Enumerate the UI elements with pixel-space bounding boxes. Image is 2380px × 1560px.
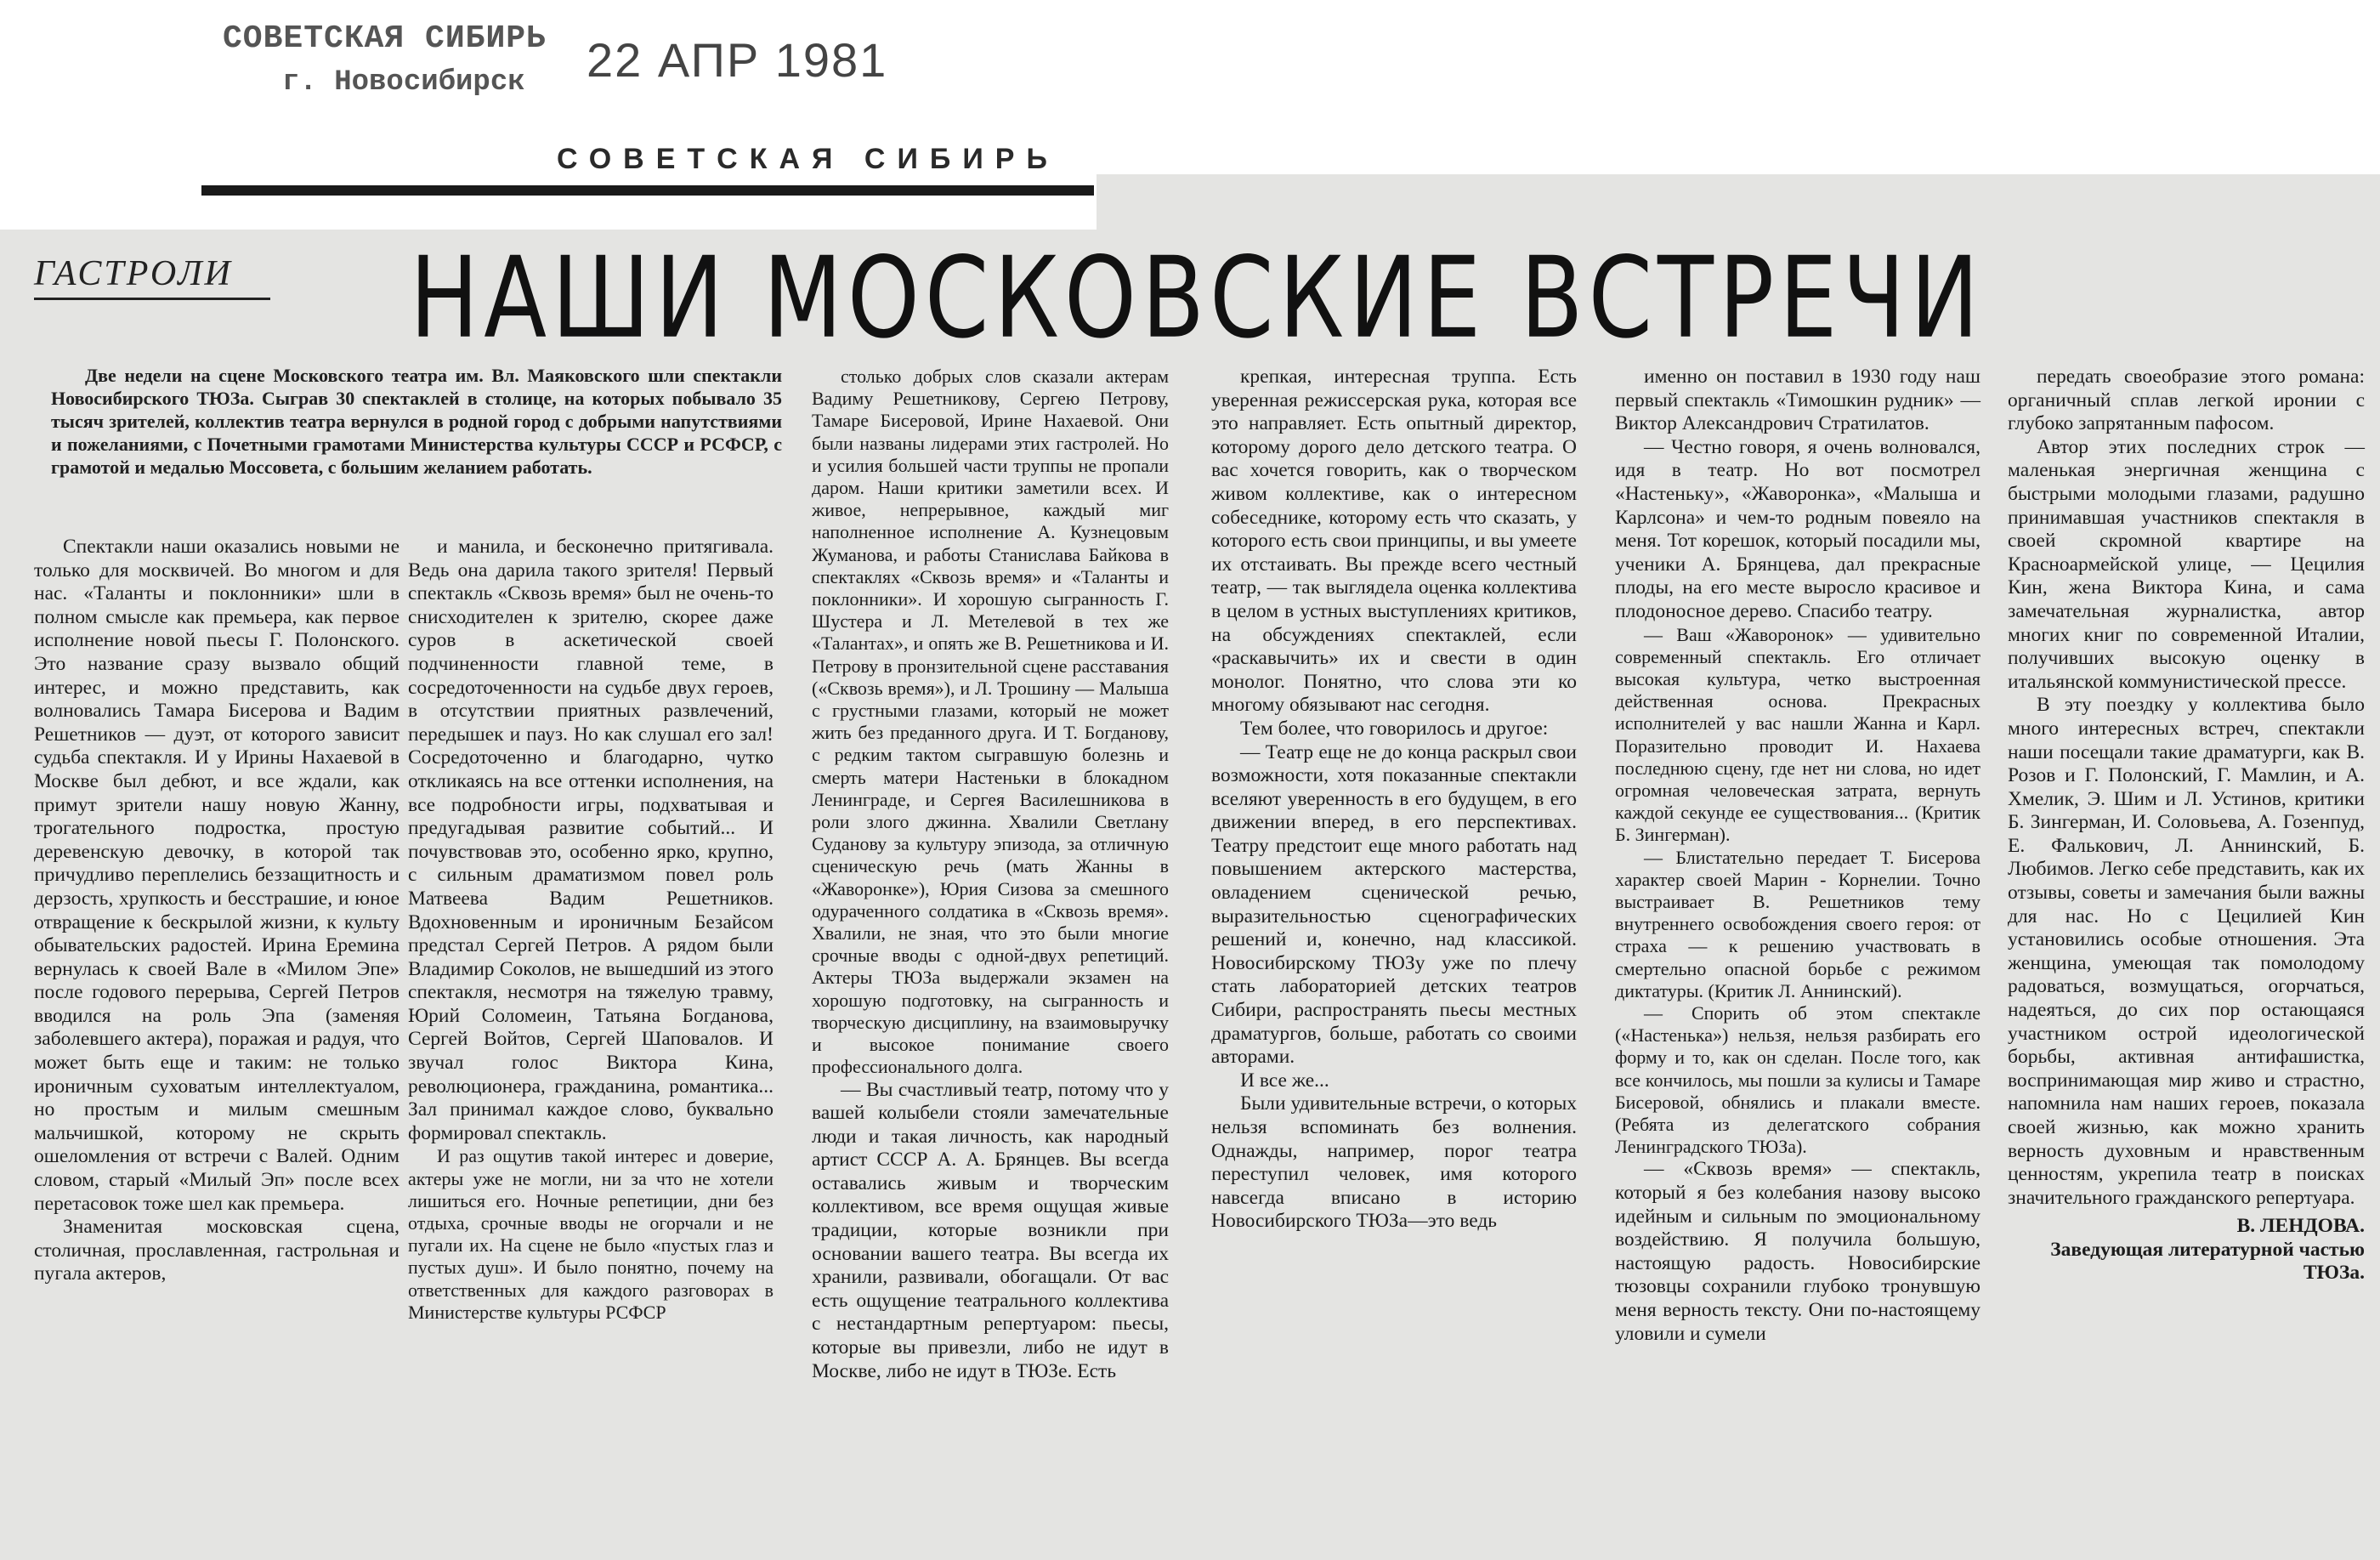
article-column-3	[812, 366, 1169, 1383]
stamp-paper-name: СОВЕТСКАЯ СИБИРЬ	[223, 20, 547, 57]
paragraph: столько добрых слов сказали актерам Вадиму Решетникову, Сергею Петрову, Тамаре Бисеровой, Ирине Нахаевой. Они были названы лидерами этих гастролей. Но и усилия большей части труппы не пропали даром. Наши критики заметили всех. И живое, непрерывное, каждый миг наполненное исполнение А. Кузнецовым Жуманова, и работы Станислава Байкова в спектаклях «Сквозь время» и «Таланты и поклонники». И хорошую сыгранность Г. Шустера и Л. Метелевой в тех же «Талантах», и опять же В. Решетникова и И. Петрову в пронзительной сцене расставания («Сквозь время»), и Л. Трошину — Малыша с грустными глазами, который не может жить без преданного друга. И Т. Богданову, с редким тактом сыгравшую болезнь и смерть матери Настеньки в блокадном Ленинграде, и Сергея Василешникова в роли злого джинна. Хвалили Светлану Суданову за культуру эпизода, за отличную сценическую речь (мать Жанны в «Жаворонке»), Юрия Сизова за смешного одураченного солдатика в «Сквозь время». Хвалили, не зная, что это были многие срочные вводы с одной-двух репетиций. Актеры ТЮЗа выдержали экзамен на хорошую подготовку, на сыгранность и творческую дисциплину, на взаимовыручку и высокое понимание своего профессионального долга.	[812, 366, 1169, 1078]
article-column-6	[2008, 366, 2365, 1285]
masthead: СОВЕТСКАЯ СИБИРЬ	[557, 143, 1059, 175]
paragraph: Спектакли наши оказались новыми не только для москвичей. Во многом и для нас. «Таланты и поклонники» шли в полном смысле как премьера, как первое исполнение новой пьесы Г. Полонского. Это название сразу вызвало общий интерес, и можно представить, как волновались Тамара Бисерова и Вадим Решетников — дуэт, от которого зависит судьба спектакля. И у Ирины Нахаевой в Москве был дебют, и все ждали, как примут зрители нашу новую Жанну, трогательного подростка, простую деревенскую девочку, в которой так причудливо переплелись беззащитность и дерзость, хрупкость и бесстрашие, и юное отвращение к бескрылой жизни, к культу обывательских радостей. Ирина Еремина вернулась к своей Вале в «Милом Эпе» после годового перерыва, Сергей Петров вводился на роль Эпа (заменяя заболевшего актера), поражая и радуя, что может быть еще и таким: не только ироничным суховатым интеллектуалом, но простым и милым смешным мальчишкой, которому не скрыть ошеломления от встречи с Валей. Одним словом, старый «Милый Эп» после всех перетасовок тоже шел как премьера.	[34, 536, 400, 1215]
stamp-city: г. Новосибирск	[282, 66, 525, 99]
article-column-2	[408, 536, 774, 1324]
author-signature: В. ЛЕНДОВА.	[2236, 1215, 2365, 1238]
article-column-4	[1211, 366, 1577, 1234]
paragraph: — Вы счастливый театр, потому что у вашей колыбели стояли замечательные люди и такая личность, как народный артист СССР А. А. Брянцев. Вы всегда оставались живым и творческим коллективом, все время ощущая живые традиции, которые возникли при основании вашего театра. Вы всегда их хранили, развивали, обогащали. От вас есть ощущение театрального коллектива с нестандартным репертуаром: пьесы, которые вы привезли, либо не идут в Москве, либо не идут в ТЮЗе. Есть	[812, 1078, 1169, 1382]
headline: НАШИ МОСКОВСКИЕ ВСТРЕЧИ	[410, 234, 1985, 364]
paragraph: Были удивительные встречи, о которых нельзя вспоминать без волнения. Однажды, например, порог театра переступил человек, имя которого навсегда вписано в историю Новосибирского ТЮЗа—это ведь	[1211, 1092, 1577, 1233]
article-column-5	[1615, 366, 1980, 1346]
paragraph: передать своеобразие этого романа: органичный сплав легкой иронии с глубоко запрятанным пафосом.	[2008, 366, 2365, 435]
rubric-label: ГАСТРОЛИ	[34, 254, 233, 293]
clipping-headline-strip	[1096, 174, 2380, 242]
rubric-underline	[34, 298, 270, 300]
paragraph: — Честно говоря, я очень волновался, идя в театр. Но вот посмотрел «Настеньку», «Жаворонка», «Малыша и Карлсона» и чем-то родным повеяло на меня. Тот корешок, который посадили мы, ученики А. Брянцева, дал прекрасные плоды, на его месте выросло красивое и плодоносное дерево. Спасибо театру.	[1615, 435, 1980, 622]
article-column-1	[34, 536, 400, 1286]
paragraph: — Театр еще не до конца раскрыл свои возможности, хотя показанные спектакли вселяют уверенность в его будущем, в его движении вперед, в его перспективах. Театру предстоит еще много работать над повышением актерского мастерства, овладением сценической речью, выразительностью сценографических решений и, конечно, над классикой. Новосибирскому ТЮЗу уже по плечу стать лабораторией детских театров Сибири, распространять пьесы местных драматургов, больше, работать со своими авторами.	[1211, 740, 1577, 1069]
paragraph: — Спорить об этом спектакле («Настенька») нельзя, нельзя разбирать его форму и то, как он сделан. После того, как все кончилось, мы пошли за кулисы и Тамаре Бисеровой, обнялись и плакали вместе. (Ребята из делегатского собрания Ленинградского ТЮЗа).	[1615, 1001, 1980, 1158]
paragraph: И все же...	[1240, 1069, 1329, 1092]
paragraph: Автор этих последних строк — маленькая энергичная женщина с быстрыми молодыми глазами, радушно принимавшая участников спектакля в своей скромной квартире на Красноармейской улице, — Цецилия Кин, жена Виктора Кина, и сама замечательная журналистка, автор многих книг по современной Италии, получивших высокую оценку в итальянской коммунистической прессе.	[2008, 435, 2365, 693]
author-role: Заведующая литературной частью ТЮЗа.	[2050, 1238, 2365, 1284]
stamp-date: 22 АПР 1981	[586, 33, 888, 87]
paragraph: Знаменитая московская сцена, столичная, прославленная, гастрольная и пугала актеров,	[34, 1216, 400, 1285]
paragraph: крепкая, интересная труппа. Есть уверенная режиссерская рука, которая все это направляет. Есть опытный директор, которому дорого дело детского театра. О вас хочется говорить, как о творческом живом коллективе, как о интересном собеседнике, которому есть что сказать, у которого есть свои принципы, и вы умеете их отстаивать. Вы прежде всего честный театр, — так выглядела оценка коллектива в целом в устных выступлениях критиков, на обсуждениях спектаклей, если «раскавычить» их и свести в один монолог. Понятно, что слова эти ко многому обязывают нас сегодня.	[1211, 366, 1577, 717]
lead-paragraph: Две недели на сцене Московского театра им. Вл. Маяковского шли спектакли Новосибирского ТЮЗа. Сыграв 30 спектаклей в столице, на которых побывало 35 тысяч зрителей, коллектив театра вернулся в родной город с добрыми напутствиями и пожеланиями, с Почетными грамотами Министерства культуры СССР и РСФСР, с грамотой и медалью Моссовета, с большим желанием работать.	[51, 365, 782, 478]
paragraph: В эту поездку у коллектива было много интересных встреч, спектакли наши посещали такие драматурги, как В. Розов и Г. Полонский, Г. Мамлин, и А. Хмелик, Э. Шим и Л. Устинов, критики Б. Зингерман, И. Соловьева, А. Гозенпуд, Е. Фалькович, Л. Аннинский, Б. Любимов. Легко себе представить, как их отзывы, советы и замечания были важны для нас. Но с Цецилией Кин установились особые отношения. Эта женщина, умеющая так помолодому радоваться, возмущаться, огорчаться, надеяться, до сих пор остающаяся участником острой идеологической борьбы, активная антифашистка, воспринимающая мир живо и страстно, напомнила нам наших героев, показала своей жизнью, как можно хранить верность духовным и нравственным ценностям, укрепила театр в поисках значительного гражданского репертуара.	[2008, 694, 2365, 1209]
paragraph: и манила, и бесконечно притягивала. Ведь она дарила такого зрителя! Первый спектакль «Сквозь время» был не очень-то снисходителен к зрителю, скорее даже суров в аскетической своей подчиненности главной теме, в сосредоточенности на судьбе двух героев, в отсутствии приятных развлечений, передышек и пауз. Но как слушал его зал! Сосредоточенно и благодарно, чутко откликаясь на все оттенки исполнения, на все подробности игры, подхватывая и предугадывая развитие событий... И почувствовав это, особенно ярко, крупно, с сильным драматизмом повел роль Матвеева Вадим Решетников. Вдохновенным и ироничным Безайсом предстал Сергей Петров. А рядом были Владимир Соколов, не вышедший из этого спектакля, несмотря на тяжелую травму, Юрий Соломеин, Татьяна Богданова, Сергей Войтов, Сергей Шаповалов. И звучал голос Виктора Кина, революционера, гражданина, романтика... Зал принимал каждое слово, буквально формировал спектакль.	[408, 536, 774, 1144]
paragraph: — Ваш «Жаворонок» — удивительно современный спектакль. Его отличает высокая культура, четко выстроенная действенная основа. Прекрасных исполнителей у вас нашли Жанна и Карл. Поразительно проводит И. Нахаева последнюю сцену, где нет ни слова, но идет огромная человеческая затрата, вернуть каждой секунде ее существования... (Критик Б. Зингерман).	[1615, 623, 1980, 846]
paragraph: И раз ощутив такой интерес и доверие, актеры уже не могли, ни за что не хотели лишиться его. Ночные репетиции, дни без отдыха, срочные вводы не огорчали и не пугали их. На сцене не было «пустых глаз и пустых душ». И было понятно, почему на ответственных для каждого разговорах в Министерстве культуры РСФСР	[408, 1145, 774, 1323]
masthead-rule	[201, 185, 1094, 196]
paragraph: — «Сквозь время» — спектакль, который я без колебания назову высоко идейным и сильным по эмоциональному воздействию. Я получила большую, настоящую радость. Новосибирские тюзовцы сохранили глубоко тронувшую меня верность тексту. Они по-настоящему уловили и сумели	[1615, 1158, 1980, 1345]
paragraph: — Блистательно передает Т. Бисерова характер своей Марин - Корнелии. Точно выстраивает В. Решетников тему внутреннего освобождения своего героя: от страха — к решению участвовать в смертельно опасной борьбе с режимом диктатуры. (Критик Л. Аннинский).	[1615, 846, 1980, 1001]
paragraph: именно он поставил в 1930 году наш первый спектакль «Тимошкин рудник» — Виктор Александрович Стратилатов.	[1615, 366, 1980, 435]
paragraph: Тем более, что говорилось и другое:	[1240, 717, 1549, 740]
